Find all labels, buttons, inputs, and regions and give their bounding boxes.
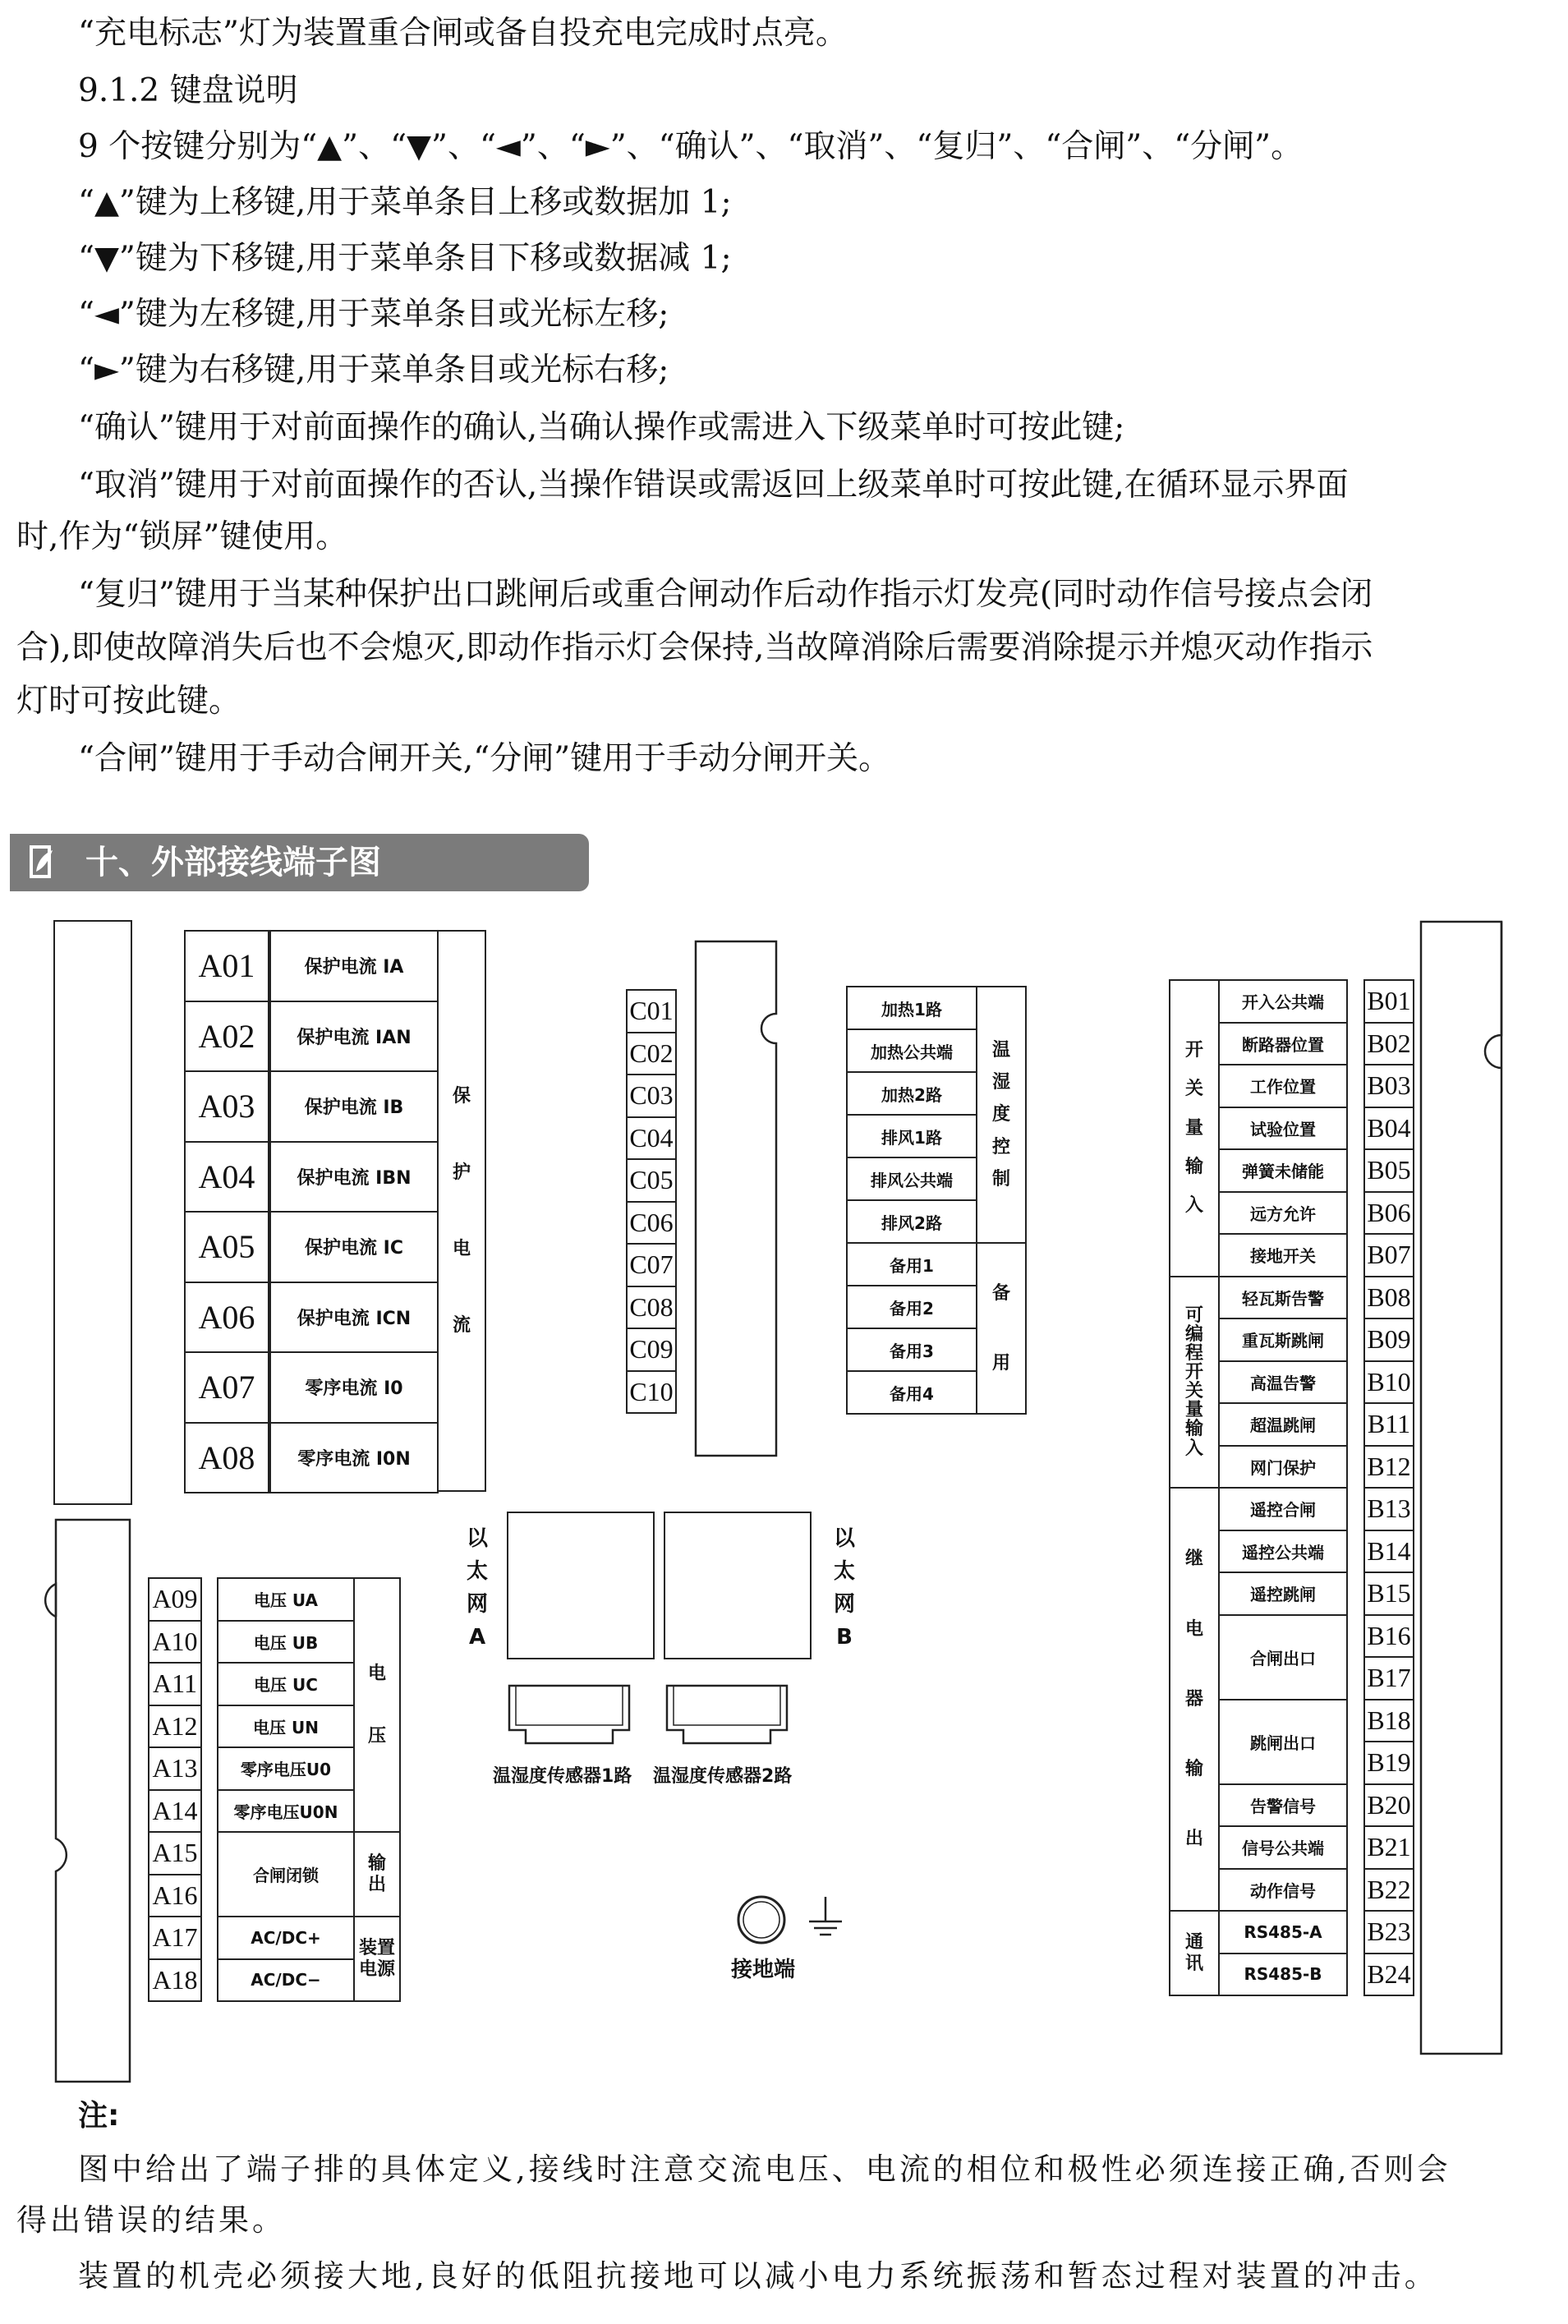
group-label-output bbox=[353, 1831, 401, 1917]
group-label-char: 编 bbox=[1184, 1323, 1203, 1345]
terminal-number: A01 bbox=[184, 930, 269, 1002]
terminal-number: B19 bbox=[1363, 1741, 1414, 1785]
terminal-label: 电压 UA bbox=[217, 1577, 355, 1622]
terminal-label: 保护电流 IB bbox=[269, 1070, 439, 1143]
group-label-char: 继 bbox=[1184, 1549, 1203, 1570]
paragraph: “确认”键用于对前面操作的确认,当确认操作或需进入下级菜单时可按此键; bbox=[78, 409, 1125, 446]
sensor-2-label: 温湿度传感器2路 bbox=[653, 1766, 793, 1787]
terminal-number: C01 bbox=[626, 989, 677, 1033]
terminal-label: 轻瓦斯告警 bbox=[1218, 1276, 1348, 1320]
terminal-number: B09 bbox=[1363, 1318, 1414, 1362]
terminal-label: 排风2路 bbox=[846, 1199, 977, 1244]
terminal-number: A16 bbox=[148, 1874, 202, 1918]
terminal-number: A14 bbox=[148, 1789, 202, 1834]
terminal-number: B11 bbox=[1363, 1402, 1414, 1447]
terminal-number: B17 bbox=[1363, 1656, 1414, 1700]
group-label-char: 输 bbox=[1184, 1759, 1203, 1780]
terminal-label: AC/DC− bbox=[217, 1958, 355, 2003]
note-line: 图中给出了端子排的具体定义,接线时注意交流电压、电流的相位和极性必须连接正确,否则会 bbox=[78, 2151, 1451, 2187]
group-label-char: 输 bbox=[1184, 1156, 1203, 1177]
terminal-label: 排风公共端 bbox=[846, 1157, 977, 1201]
paragraph: “▼”键为下移键,用于菜单条目下移或数据减 1; bbox=[78, 240, 732, 277]
group-label-char: 出 bbox=[1184, 1829, 1203, 1850]
terminal-label: RS485-B bbox=[1218, 1953, 1348, 1997]
sensor-1-connector[interactable] bbox=[508, 1684, 631, 1746]
group-label-char: 网 bbox=[833, 1592, 855, 1617]
paragraph: “▲”键为上移键,用于菜单条目上移或数据加 1; bbox=[78, 184, 732, 221]
group-label-char: 开 bbox=[1184, 1040, 1203, 1061]
terminal-number: B15 bbox=[1363, 1572, 1414, 1616]
group-label-char: 通 bbox=[1184, 1932, 1203, 1954]
paragraph: “►”键为右移键,用于菜单条目或光标右移; bbox=[78, 352, 669, 389]
terminal-number: B04 bbox=[1363, 1107, 1414, 1151]
terminal-number: B03 bbox=[1363, 1064, 1414, 1108]
terminal-number: B18 bbox=[1363, 1699, 1414, 1743]
terminal-number: C02 bbox=[626, 1032, 677, 1076]
terminal-label: 零序电流 I0 bbox=[269, 1351, 439, 1424]
group-label-char: 出 bbox=[367, 1874, 386, 1895]
terminal-number: A15 bbox=[148, 1831, 202, 1875]
connector-b bbox=[1419, 920, 1551, 2055]
terminal-label: 保护电流 IBN bbox=[269, 1141, 439, 1213]
terminal-number: A10 bbox=[148, 1620, 202, 1664]
terminal-label: 开入公共端 bbox=[1218, 979, 1348, 1024]
terminal-label: 备用4 bbox=[846, 1370, 977, 1415]
group-label-humidity-control bbox=[976, 986, 1027, 1244]
terminal-number: B16 bbox=[1363, 1614, 1414, 1659]
terminal-number: A06 bbox=[184, 1282, 269, 1354]
group-label-char: 可 bbox=[1184, 1305, 1203, 1326]
group-label-char: 保 bbox=[452, 1085, 471, 1107]
paragraph: “充电标志”灯为装置重合闸或备自投充电完成时点亮。 bbox=[78, 15, 848, 52]
terminal-label-merged: 合闸出口 bbox=[1218, 1614, 1348, 1700]
terminal-label: 告警信号 bbox=[1218, 1783, 1348, 1828]
ethernet-port-b[interactable] bbox=[664, 1512, 812, 1659]
terminal-label: 高温告警 bbox=[1218, 1360, 1348, 1405]
terminal-number: C03 bbox=[626, 1074, 677, 1118]
terminal-label: 加热2路 bbox=[846, 1071, 977, 1116]
group-label-char: 制 bbox=[991, 1168, 1010, 1190]
terminal-label-merged: 合闸闭锁 bbox=[217, 1831, 355, 1917]
terminal-number: A04 bbox=[184, 1141, 269, 1213]
terminal-number: C10 bbox=[626, 1370, 677, 1415]
terminal-number: B23 bbox=[1363, 1910, 1414, 1954]
terminal-label: 接地开关 bbox=[1218, 1233, 1348, 1277]
terminal-number: B02 bbox=[1363, 1022, 1414, 1066]
sensor-2-connector[interactable] bbox=[665, 1684, 789, 1746]
terminal-number: B06 bbox=[1363, 1191, 1414, 1236]
note-line: 装置的机壳必须接大地,良好的低阻抗接地可以减小电力系统振荡和暂态过程对装置的冲击。 bbox=[78, 2258, 1438, 2294]
terminal-number: A13 bbox=[148, 1746, 202, 1791]
connector-a-bottom bbox=[33, 1518, 131, 2083]
subheading: 9.1.2 键盘说明 bbox=[78, 72, 298, 109]
ground-label: 接地端 bbox=[731, 1958, 796, 1982]
terminal-label: 备用3 bbox=[846, 1328, 977, 1372]
terminal-label: 远方允许 bbox=[1218, 1191, 1348, 1236]
terminal-number: C06 bbox=[626, 1201, 677, 1245]
terminal-label: 保护电流 IC bbox=[269, 1211, 439, 1283]
terminal-number: B05 bbox=[1363, 1148, 1414, 1193]
terminal-number: B08 bbox=[1363, 1276, 1414, 1320]
group-label-char: 关 bbox=[1184, 1079, 1203, 1100]
terminal-label: 动作信号 bbox=[1218, 1868, 1348, 1912]
terminal-label: 遥控跳闸 bbox=[1218, 1572, 1348, 1616]
terminal-number: B13 bbox=[1363, 1487, 1414, 1531]
leaf-icon bbox=[28, 844, 56, 880]
paragraph: “◄”键为左移键,用于菜单条目或光标左移; bbox=[78, 296, 669, 333]
group-label-char: 开 bbox=[1184, 1362, 1203, 1383]
group-label-char: 温 bbox=[991, 1039, 1010, 1061]
terminal-number: B01 bbox=[1363, 979, 1414, 1024]
terminal-label: 网门保护 bbox=[1218, 1445, 1348, 1489]
group-label-voltage bbox=[353, 1577, 401, 1833]
terminal-label: 保护电流 ICN bbox=[269, 1282, 439, 1354]
terminal-label: 排风1路 bbox=[846, 1114, 977, 1158]
terminal-label: 加热1路 bbox=[846, 986, 977, 1030]
section-header bbox=[10, 834, 589, 891]
terminal-label: AC/DC+ bbox=[217, 1916, 355, 1960]
terminal-label: 备用2 bbox=[846, 1285, 977, 1329]
notes-title: 注: bbox=[78, 2099, 120, 2133]
group-label-char: 网 bbox=[466, 1592, 488, 1617]
ground-terminal-icon bbox=[735, 1894, 858, 1959]
terminal-label: 断路器位置 bbox=[1218, 1022, 1348, 1066]
terminal-label-merged: 跳闸出口 bbox=[1218, 1699, 1348, 1785]
group-label-char: 量 bbox=[1184, 1400, 1203, 1421]
terminal-label: 重瓦斯跳闸 bbox=[1218, 1318, 1348, 1362]
terminal-number: B24 bbox=[1363, 1953, 1414, 1997]
group-label-char: 程 bbox=[1184, 1343, 1203, 1364]
terminal-number: B10 bbox=[1363, 1360, 1414, 1405]
group-label-char: 入 bbox=[1184, 1438, 1203, 1459]
group-label-programmable-input bbox=[1169, 1276, 1220, 1489]
paragraph: 灯时可按此键。 bbox=[16, 683, 241, 720]
terminal-label: 弹簧未储能 bbox=[1218, 1148, 1348, 1193]
connector-a-top bbox=[53, 920, 132, 1505]
terminal-number: A09 bbox=[148, 1577, 202, 1622]
paragraph: 时,作为“锁屏”键使用。 bbox=[16, 518, 348, 555]
group-label-comm bbox=[1169, 1910, 1220, 1996]
terminal-number: C08 bbox=[626, 1286, 677, 1330]
terminal-number: C09 bbox=[626, 1328, 677, 1372]
terminal-number: B07 bbox=[1363, 1233, 1414, 1277]
group-label-char: 电 bbox=[452, 1238, 471, 1259]
ethernet-port-a[interactable] bbox=[507, 1512, 655, 1659]
group-label-char: 入 bbox=[1184, 1195, 1203, 1217]
group-label-char: 电 bbox=[1184, 1618, 1203, 1640]
group-label-char: 太 bbox=[466, 1559, 488, 1584]
group-label-char: 护 bbox=[452, 1162, 471, 1183]
terminal-number: A05 bbox=[184, 1211, 269, 1283]
group-label-spare bbox=[976, 1242, 1027, 1415]
paragraph: “合闸”键用于手动合闸开关,“分闸”键用于手动分闸开关。 bbox=[78, 740, 891, 777]
group-label-char: 流 bbox=[452, 1314, 471, 1336]
terminal-label: 保护电流 IAN bbox=[269, 1001, 439, 1073]
terminal-number: B14 bbox=[1363, 1530, 1414, 1574]
terminal-label: 工作位置 bbox=[1218, 1064, 1348, 1108]
paragraph: “复归”键用于当某种保护出口跳闸后或重合闸动作后动作指示灯发亮(同时动作信号接点会闭 bbox=[78, 576, 1373, 613]
terminal-number: A11 bbox=[148, 1662, 202, 1706]
group-label-char: 以 bbox=[466, 1526, 488, 1551]
terminal-number: A07 bbox=[184, 1351, 269, 1424]
terminal-label: 遥控合闸 bbox=[1218, 1487, 1348, 1531]
group-label-char: B bbox=[836, 1625, 853, 1650]
group-label-char: A bbox=[468, 1625, 486, 1650]
terminal-label: 超温跳闸 bbox=[1218, 1402, 1348, 1447]
terminal-number: B12 bbox=[1363, 1445, 1414, 1489]
terminal-label: 零序电压U0N bbox=[217, 1789, 355, 1834]
terminal-label: 试验位置 bbox=[1218, 1107, 1348, 1151]
group-label-protection-current bbox=[437, 930, 486, 1492]
terminal-label: 电压 UN bbox=[217, 1705, 355, 1749]
group-label-power bbox=[353, 1916, 401, 2002]
terminal-number: A17 bbox=[148, 1916, 202, 1960]
group-label-char: 控 bbox=[991, 1136, 1010, 1157]
terminal-number: A03 bbox=[184, 1070, 269, 1143]
terminal-label: 电压 UB bbox=[217, 1620, 355, 1664]
terminal-label: 零序电流 I0N bbox=[269, 1422, 439, 1494]
paragraph: 9 个按键分别为“▲”、“▼”、“◄”、“►”、“确认”、“取消”、“复归”、“合闸”、“分闸”。 bbox=[78, 128, 1304, 165]
terminal-number: A12 bbox=[148, 1705, 202, 1749]
terminal-label: 电压 UC bbox=[217, 1662, 355, 1706]
terminal-number: B20 bbox=[1363, 1783, 1414, 1828]
group-label-char: 备 bbox=[991, 1282, 1010, 1304]
terminal-number: C07 bbox=[626, 1243, 677, 1287]
group-label-char: 输 bbox=[367, 1853, 386, 1875]
group-label-char: 电源 bbox=[358, 1958, 395, 1980]
group-label-char: 装置 bbox=[358, 1938, 395, 1959]
terminal-number: A18 bbox=[148, 1958, 202, 2003]
group-label-char: 以 bbox=[833, 1526, 855, 1551]
note-line: 得出错误的结果。 bbox=[16, 2202, 286, 2238]
connector-c bbox=[694, 940, 784, 1457]
group-label-char: 用 bbox=[991, 1353, 1010, 1374]
terminal-number: C05 bbox=[626, 1158, 677, 1203]
group-label-char: 度 bbox=[991, 1104, 1010, 1125]
terminal-label: 零序电压U0 bbox=[217, 1746, 355, 1791]
ethernet-b-label bbox=[832, 1522, 857, 1654]
paragraph: “取消”键用于对前面操作的否认,当操作错误或需返回上级菜单时可按此键,在循环显示界面 bbox=[78, 467, 1349, 504]
group-label-char: 关 bbox=[1184, 1381, 1203, 1402]
section-title: 十、外部接线端子图 bbox=[85, 844, 381, 881]
terminal-number: A02 bbox=[184, 1001, 269, 1073]
group-label-char: 压 bbox=[367, 1725, 386, 1746]
terminal-number: B21 bbox=[1363, 1825, 1414, 1870]
group-label-char: 湿 bbox=[991, 1072, 1010, 1093]
terminal-label: 信号公共端 bbox=[1218, 1825, 1348, 1870]
group-label-char: 太 bbox=[833, 1559, 855, 1584]
terminal-label: 备用1 bbox=[846, 1242, 977, 1286]
paragraph: 合),即使故障消失后也不会熄灭,即动作指示灯会保持,当故障消除后需要消除提示并熄灭动作指示 bbox=[16, 629, 1373, 666]
group-label-char: 讯 bbox=[1184, 1953, 1203, 1974]
terminal-number: B22 bbox=[1363, 1868, 1414, 1912]
terminal-number: A08 bbox=[184, 1422, 269, 1494]
ethernet-a-label bbox=[465, 1522, 490, 1654]
terminal-number: C04 bbox=[626, 1116, 677, 1161]
group-label-char: 输 bbox=[1184, 1419, 1203, 1440]
terminal-label: 加热公共端 bbox=[846, 1029, 977, 1073]
sensor-1-label: 温湿度传感器1路 bbox=[493, 1766, 632, 1787]
terminal-label: 遥控公共端 bbox=[1218, 1530, 1348, 1574]
group-label-char: 器 bbox=[1184, 1688, 1203, 1710]
group-label-char: 电 bbox=[367, 1664, 386, 1685]
terminal-label: RS485-A bbox=[1218, 1910, 1348, 1954]
group-label-relay-output bbox=[1169, 1487, 1220, 1912]
group-label-char: 量 bbox=[1184, 1117, 1203, 1139]
group-label-switch-input bbox=[1169, 979, 1220, 1277]
terminal-label: 保护电流 IA bbox=[269, 930, 439, 1002]
